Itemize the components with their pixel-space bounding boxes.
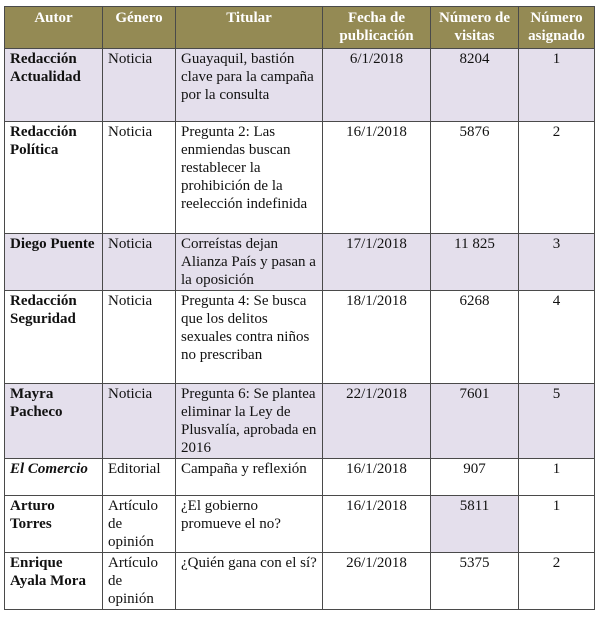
cell-visitas: 11 825 [431,234,519,291]
cell-autor: Mayra Pacheco [5,384,103,459]
cell-genero: Noticia [103,49,176,122]
cell-titular: Pregunta 4: Se busca que los delitos sexuales contra niños no prescriban [176,291,323,384]
table-row [5,496,595,553]
cell-titular: ¿Quién gana con el sí? [176,553,323,610]
cell-genero: Artículo de opinión [103,496,176,553]
table-row [5,553,595,610]
cell-numero: 1 [519,459,595,496]
cell-autor: Diego Puente [5,234,103,291]
table-header-row [5,7,595,49]
cell-visitas: 6268 [431,291,519,384]
cell-genero: Artículo de opinión [103,553,176,610]
cell-genero: Noticia [103,234,176,291]
header-genero: Género [103,7,176,49]
cell-numero: 4 [519,291,595,384]
table-row [5,49,595,122]
table-row [5,234,595,291]
cell-visitas: 5876 [431,122,519,234]
cell-fecha: 16/1/2018 [323,122,431,234]
cell-visitas: 8204 [431,49,519,122]
cell-fecha: 22/1/2018 [323,384,431,459]
cell-genero: Noticia [103,384,176,459]
cell-autor: Redacción Seguridad [5,291,103,384]
cell-titular: Guayaquil, bastión clave para la campaña por la consulta [176,49,323,122]
cell-fecha: 17/1/2018 [323,234,431,291]
cell-fecha: 16/1/2018 [323,459,431,496]
cell-genero: Noticia [103,122,176,234]
header-autor: Autor [5,7,103,49]
cell-titular: Pregunta 2: Las enmiendas buscan restablecer la prohibición de la reelección indefinida [176,122,323,234]
cell-autor: Enrique Ayala Mora [5,553,103,610]
cell-fecha: 26/1/2018 [323,553,431,610]
cell-visitas: 5375 [431,553,519,610]
cell-titular: ¿El gobierno promueve el no? [176,496,323,553]
table-row [5,459,595,496]
header-visitas: Número de visitas [431,7,519,49]
cell-fecha: 18/1/2018 [323,291,431,384]
table-row [5,384,595,459]
articles-table [4,6,595,610]
header-titular: Titular [176,7,323,49]
header-numero: Número asignado [519,7,595,49]
cell-numero: 2 [519,122,595,234]
table-row [5,291,595,384]
cell-autor: Redacción Política [5,122,103,234]
cell-genero: Noticia [103,291,176,384]
cell-numero: 1 [519,49,595,122]
cell-autor: El Comercio [5,459,103,496]
cell-visitas: 5811 [431,496,519,553]
cell-titular: Pregunta 6: Se plantea eliminar la Ley de Plusvalía, aprobada en 2016 [176,384,323,459]
cell-numero: 1 [519,496,595,553]
cell-titular: Campaña y reflexión [176,459,323,496]
cell-visitas: 907 [431,459,519,496]
cell-autor: Redacción Actualidad [5,49,103,122]
cell-genero: Editorial [103,459,176,496]
cell-numero: 3 [519,234,595,291]
cell-numero: 2 [519,553,595,610]
table-row [5,122,595,234]
cell-titular: Correístas dejan Alianza País y pasan a la oposición [176,234,323,291]
cell-fecha: 6/1/2018 [323,49,431,122]
cell-fecha: 16/1/2018 [323,496,431,553]
cell-autor: Arturo Torres [5,496,103,553]
cell-numero: 5 [519,384,595,459]
cell-visitas: 7601 [431,384,519,459]
header-fecha: Fecha de publicación [323,7,431,49]
